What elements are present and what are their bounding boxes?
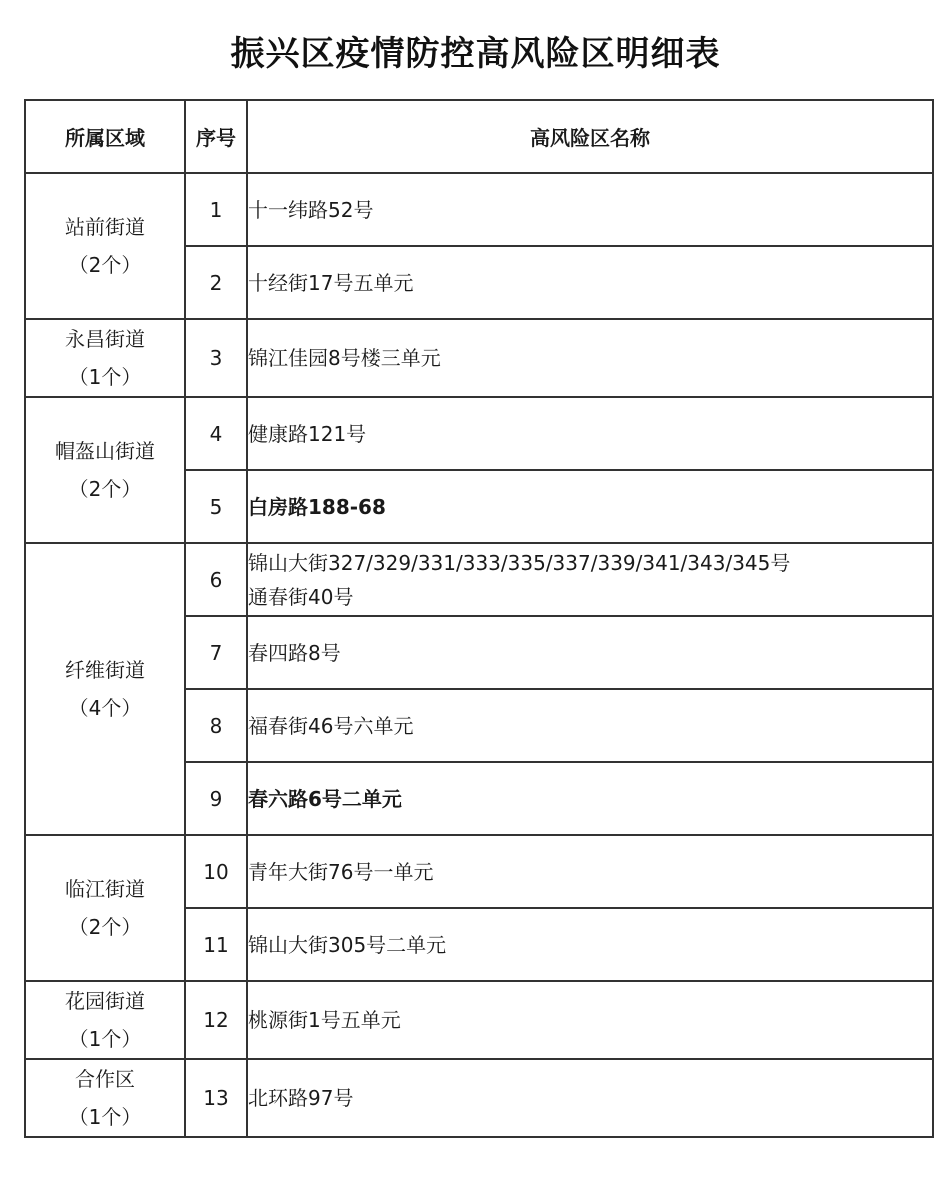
serial-number-cell: 12 <box>185 981 247 1059</box>
table-row <box>25 835 933 908</box>
risk-area-name-cell <box>247 319 933 397</box>
risk-area-name-cell <box>247 173 933 246</box>
serial-number-cell: 9 <box>185 762 247 835</box>
area-name: 合作区 <box>75 1067 135 1091</box>
area-cell <box>25 835 185 981</box>
serial-number-cell: 2 <box>185 246 247 319</box>
risk-area-name-cell <box>247 616 933 689</box>
risk-area-name: 健康路121号 <box>248 421 367 446</box>
serial-number-cell: 1 <box>185 173 247 246</box>
area-cell <box>25 981 185 1059</box>
risk-area-name-cell <box>247 543 933 616</box>
header-area: 所属区域 <box>25 100 185 173</box>
area-count: （1个） <box>68 1027 142 1051</box>
risk-area-name: 白房路188-68 <box>248 494 386 519</box>
risk-area-name-cell <box>247 246 933 319</box>
risk-area-name-cell <box>247 397 933 470</box>
area-cell <box>25 319 185 397</box>
serial-number-cell: 6 <box>185 543 247 616</box>
serial-number-cell: 7 <box>185 616 247 689</box>
risk-area-name: 桃源街1号五单元 <box>248 1008 401 1032</box>
table-row <box>25 319 933 397</box>
serial-number-cell: 4 <box>185 397 247 470</box>
area-cell <box>25 397 185 543</box>
risk-area-name-cell <box>247 470 933 543</box>
risk-area-name: 春四路8号 <box>248 640 341 665</box>
risk-area-name: 锦江佳园8号楼三单元 <box>248 346 441 370</box>
risk-area-name-cell <box>247 981 933 1059</box>
area-name: 纤维街道 <box>65 658 145 682</box>
area-cell <box>25 543 185 835</box>
area-count: （2个） <box>68 253 142 277</box>
area-cell <box>25 173 185 319</box>
area-name: 花园街道 <box>65 989 145 1013</box>
table-row <box>25 397 933 470</box>
area-count: （4个） <box>68 696 142 720</box>
table-row <box>25 1059 933 1137</box>
area-count: （2个） <box>68 915 142 939</box>
area-count: （1个） <box>68 1105 142 1129</box>
area-count: （1个） <box>68 365 142 389</box>
table-row <box>25 981 933 1059</box>
risk-area-name: 锦山大街327/329/331/333/335/337/339/341/343/345号 <box>248 550 791 575</box>
area-name: 站前街道 <box>65 215 145 239</box>
area-name: 永昌街道 <box>65 327 145 351</box>
serial-number-cell: 8 <box>185 689 247 762</box>
serial-number-cell: 11 <box>185 908 247 981</box>
table-row <box>25 173 933 246</box>
risk-area-name-cell <box>247 762 933 835</box>
serial-number-cell: 13 <box>185 1059 247 1137</box>
serial-number-cell: 5 <box>185 470 247 543</box>
risk-area-name: 十一纬路52号 <box>248 197 374 222</box>
table-row <box>25 543 933 616</box>
risk-area-name: 青年大街76号一单元 <box>248 859 434 884</box>
risk-area-name: 十经街17号五单元 <box>248 270 414 295</box>
header-no: 序号 <box>185 100 247 173</box>
serial-number-cell: 10 <box>185 835 247 908</box>
risk-area-name-cell <box>247 908 933 981</box>
risk-area-name: 春六路6号二单元 <box>248 786 402 811</box>
header-name: 高风险区名称 <box>247 100 933 173</box>
risk-area-name-cell <box>247 835 933 908</box>
area-count: （2个） <box>68 477 142 501</box>
risk-area-name: 锦山大街305号二单元 <box>248 932 447 957</box>
risk-area-name-line-2: 通春街40号 <box>248 584 354 609</box>
area-name: 帽盔山街道 <box>55 439 155 463</box>
risk-area-name-cell <box>247 1059 933 1137</box>
area-name: 临江街道 <box>65 877 145 901</box>
serial-number-cell: 3 <box>185 319 247 397</box>
high-risk-area-table <box>24 99 934 1138</box>
risk-area-name-cell <box>247 689 933 762</box>
document-title: 振兴区疫情防控高风险区明细表 <box>230 34 721 74</box>
risk-area-name: 北环路97号 <box>248 1086 354 1110</box>
risk-area-name: 福春街46号六单元 <box>248 713 414 738</box>
table-header-row <box>25 100 933 173</box>
area-cell <box>25 1059 185 1137</box>
table-body <box>25 173 933 1137</box>
